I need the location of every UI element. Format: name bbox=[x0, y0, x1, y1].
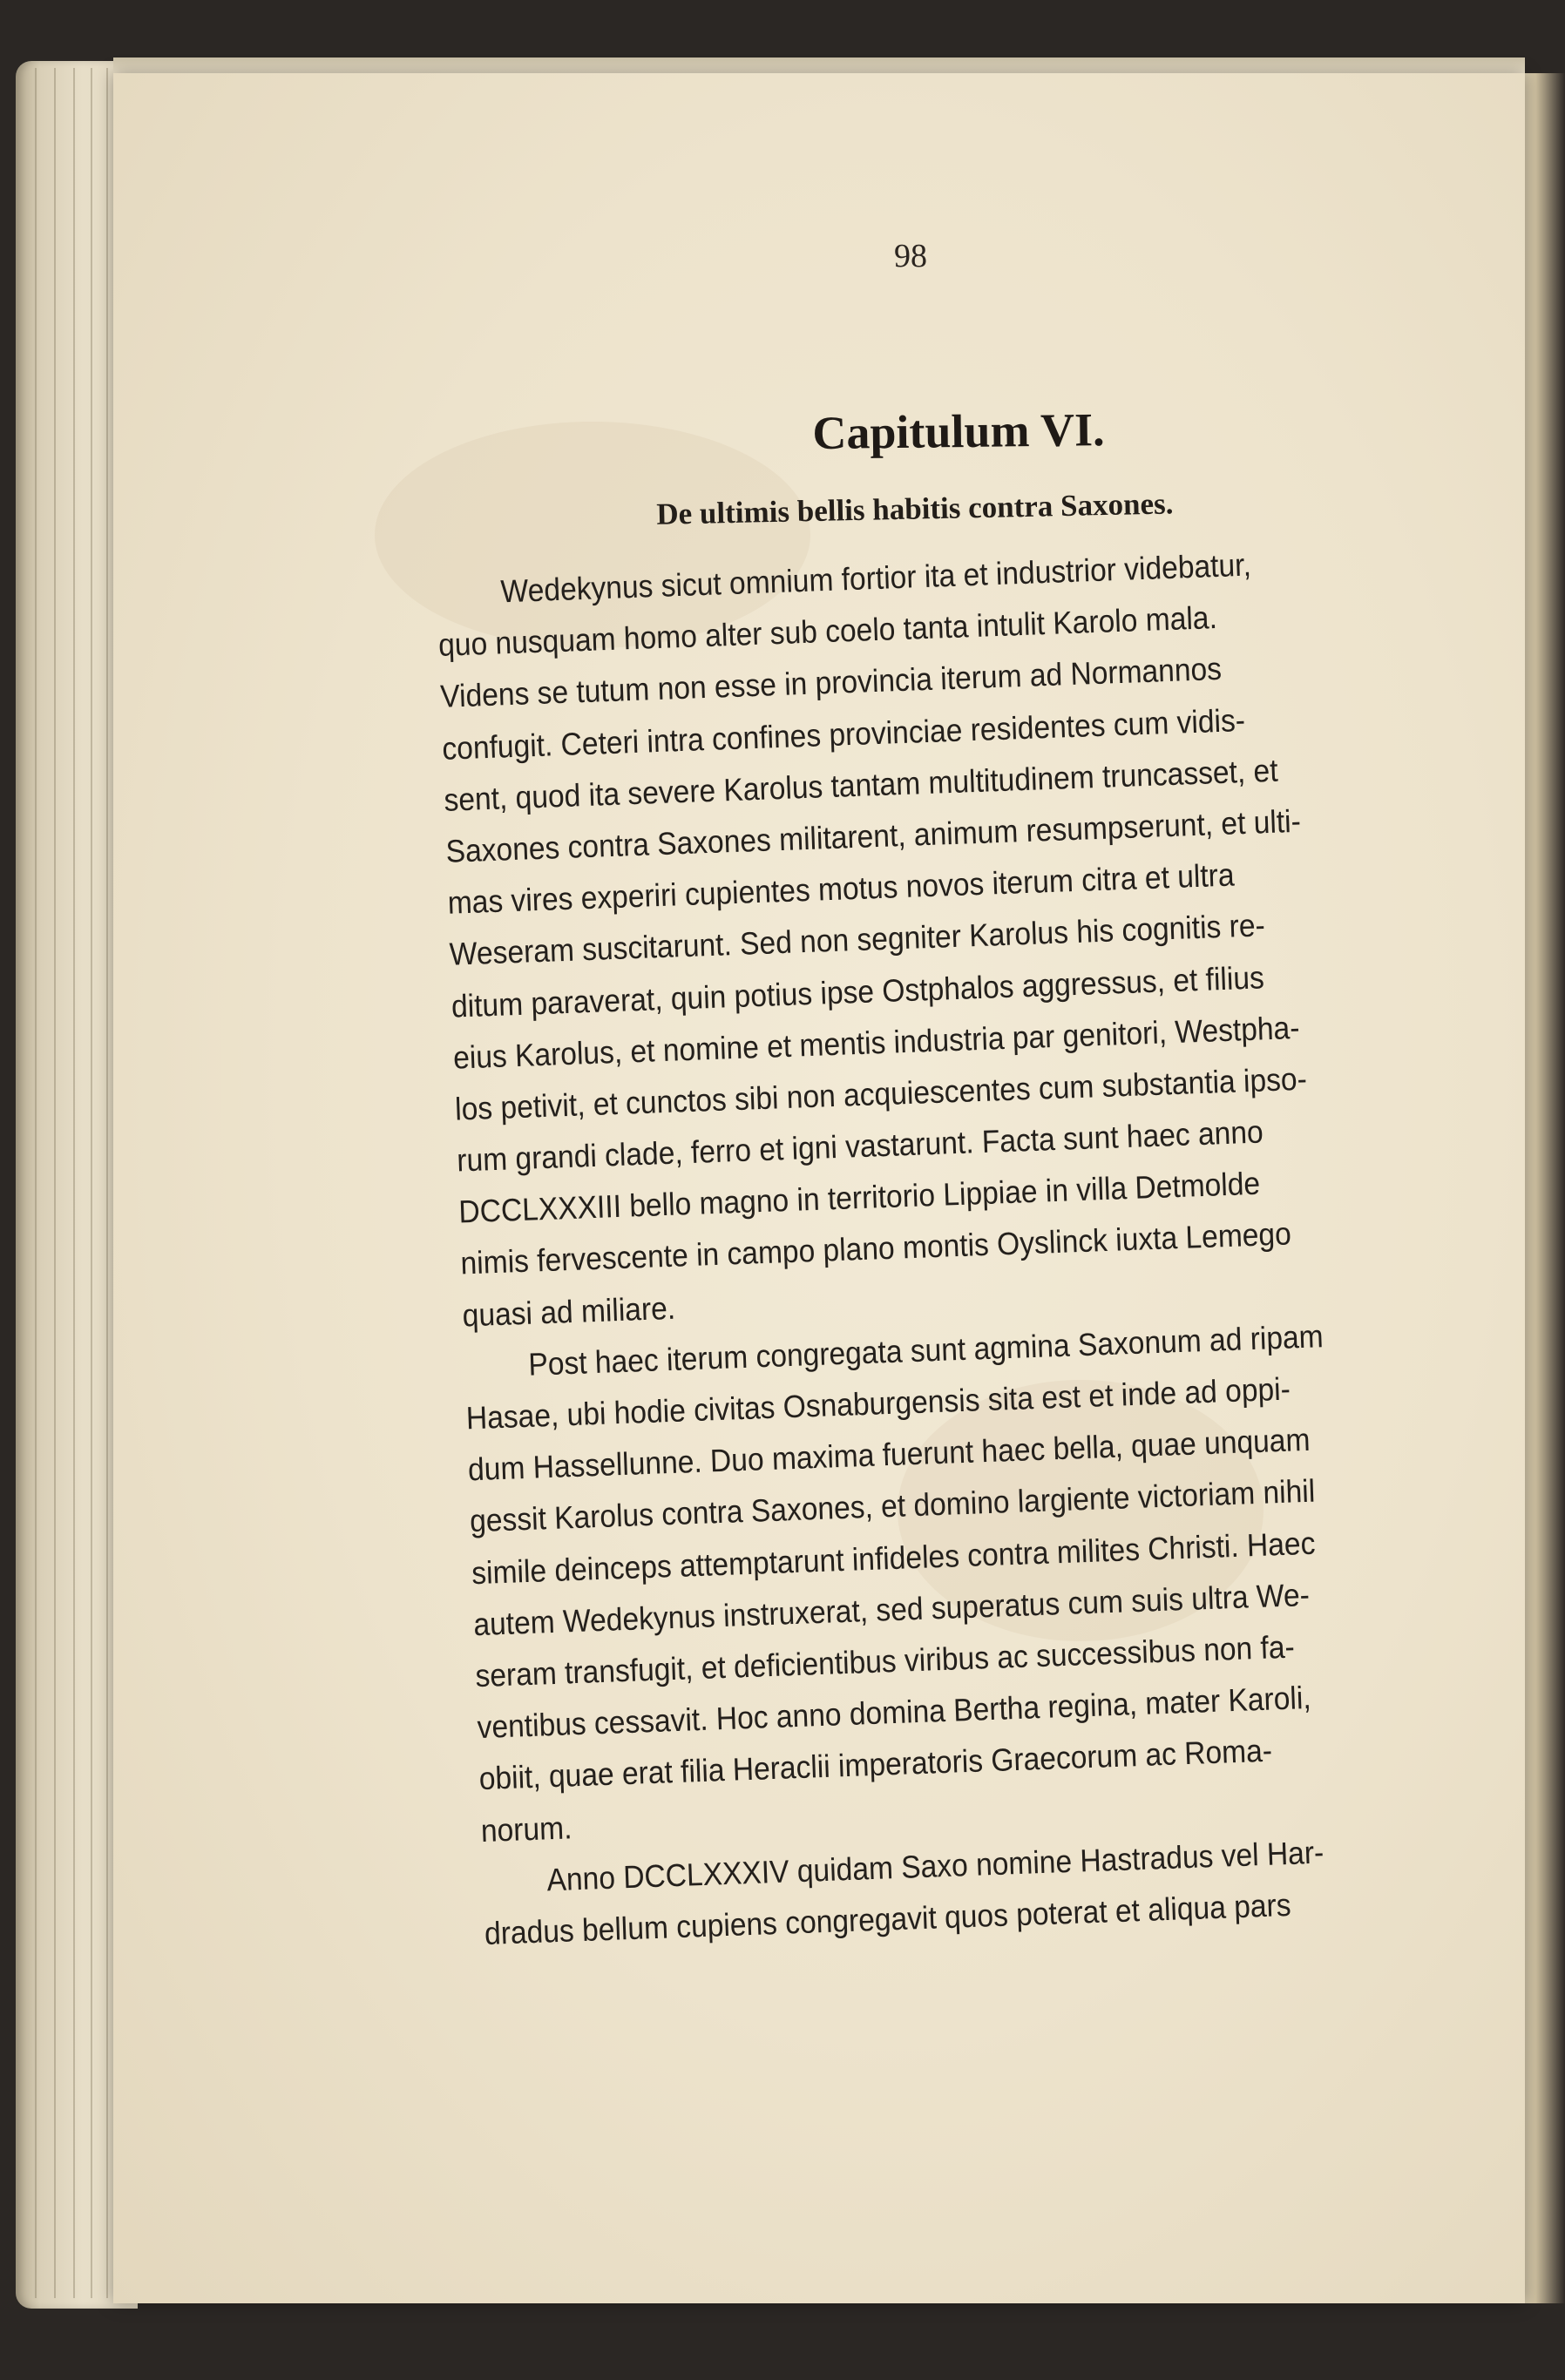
text-line: norum. bbox=[480, 1809, 573, 1849]
chapter-subtitle: De ultimis bellis habitis contra Saxones. bbox=[655, 486, 1174, 531]
text-line: ventibus cessavit. Hoc anno domina Bertha regina, mater Karoli, bbox=[476, 1680, 1312, 1746]
text-line: Hasae, ubi hodie civitas Osnaburgensis sita est et inde ad oppi- bbox=[465, 1370, 1291, 1437]
text-line: Wedekynus sicut omnium fortior ita et industrior videbatur, bbox=[499, 546, 1252, 610]
page-layer-line bbox=[73, 68, 75, 2298]
text-line: Saxones contra Saxones militarent, animum resumpserunt, et ulti- bbox=[444, 802, 1302, 869]
text-line: quo nusquam homo alter sub coelo tanta intulit Karolo mala. bbox=[437, 599, 1218, 664]
text-line: los petivit, et cunctos sibi non acquiescentes cum substantia ipso- bbox=[454, 1060, 1308, 1127]
page-layer-line bbox=[91, 68, 92, 2298]
text-line: sent, quod ita severe Karolus tantam multitudinem truncasset, et bbox=[443, 752, 1279, 818]
page-layer-line bbox=[106, 68, 108, 2298]
text-line: Anno DCCLXXXIV quidam Saxo nomine Hastradus vel Har- bbox=[545, 1834, 1324, 1898]
text-line: dum Hassellunne. Duo maxima fuerunt haec bella, quae unquam bbox=[467, 1421, 1311, 1488]
text-line: confugit. Ceteri intra confines provinciae residentes cum vidis- bbox=[441, 701, 1246, 767]
text-line: simile deinceps attemptarunt infideles contra milites Christi. Haec bbox=[471, 1525, 1317, 1591]
body-text bbox=[436, 532, 1478, 1959]
text-line: seram transfugit, et deficientibus viribus ac successibus non fa- bbox=[474, 1628, 1296, 1694]
text-line: autem Wedekynus instruxerat, sed superatus cum suis ultra We- bbox=[472, 1576, 1311, 1642]
text-line: Videns se tutum non esse in provincia iterum ad Normannos bbox=[439, 651, 1223, 715]
page-layer-line bbox=[35, 68, 37, 2298]
text-line: rum grandi clade, ferro et igni vastarunt. Facta sunt haec anno bbox=[456, 1113, 1264, 1179]
page-top-edge bbox=[113, 57, 1525, 75]
text-line: Post haec iterum congregata sunt agmina Saxonum ad ripam bbox=[527, 1317, 1324, 1383]
text-line: quasi ad miliare. bbox=[461, 1289, 676, 1334]
text-line: nimis fervescente in campo plano montis Oyslinck iuxta Lemego bbox=[459, 1215, 1292, 1281]
page-layer-line bbox=[54, 68, 56, 2298]
text-line: dradus bellum cupiens congregavit quos poterat et aliqua pars bbox=[484, 1886, 1292, 1951]
text-line: eius Karolus, et nomine et mentis industria par genitori, Westpha- bbox=[452, 1009, 1301, 1076]
page-number: 98 bbox=[894, 238, 927, 274]
text-line: gessit Karolus contra Saxones, et domino largiente victoriam nihil bbox=[469, 1472, 1316, 1539]
text-line: mas vires experiri cupientes motus novos iterum citra et ultra bbox=[447, 856, 1236, 921]
text-line: Weseram suscitarunt. Sed non segniter Karolus his cognitis re- bbox=[449, 907, 1266, 973]
text-line: DCCLXXXIII bello magno in territorio Lippiae in villa Detmolde bbox=[457, 1165, 1261, 1230]
text-line: obiit, quae erat filia Heraclii imperatoris Graecorum ac Roma- bbox=[478, 1732, 1273, 1797]
chapter-title: Capitulum VI. bbox=[812, 403, 1105, 460]
text-line: ditum paraverat, quin potius ipse Ostphalos aggressus, et filius bbox=[451, 958, 1265, 1024]
